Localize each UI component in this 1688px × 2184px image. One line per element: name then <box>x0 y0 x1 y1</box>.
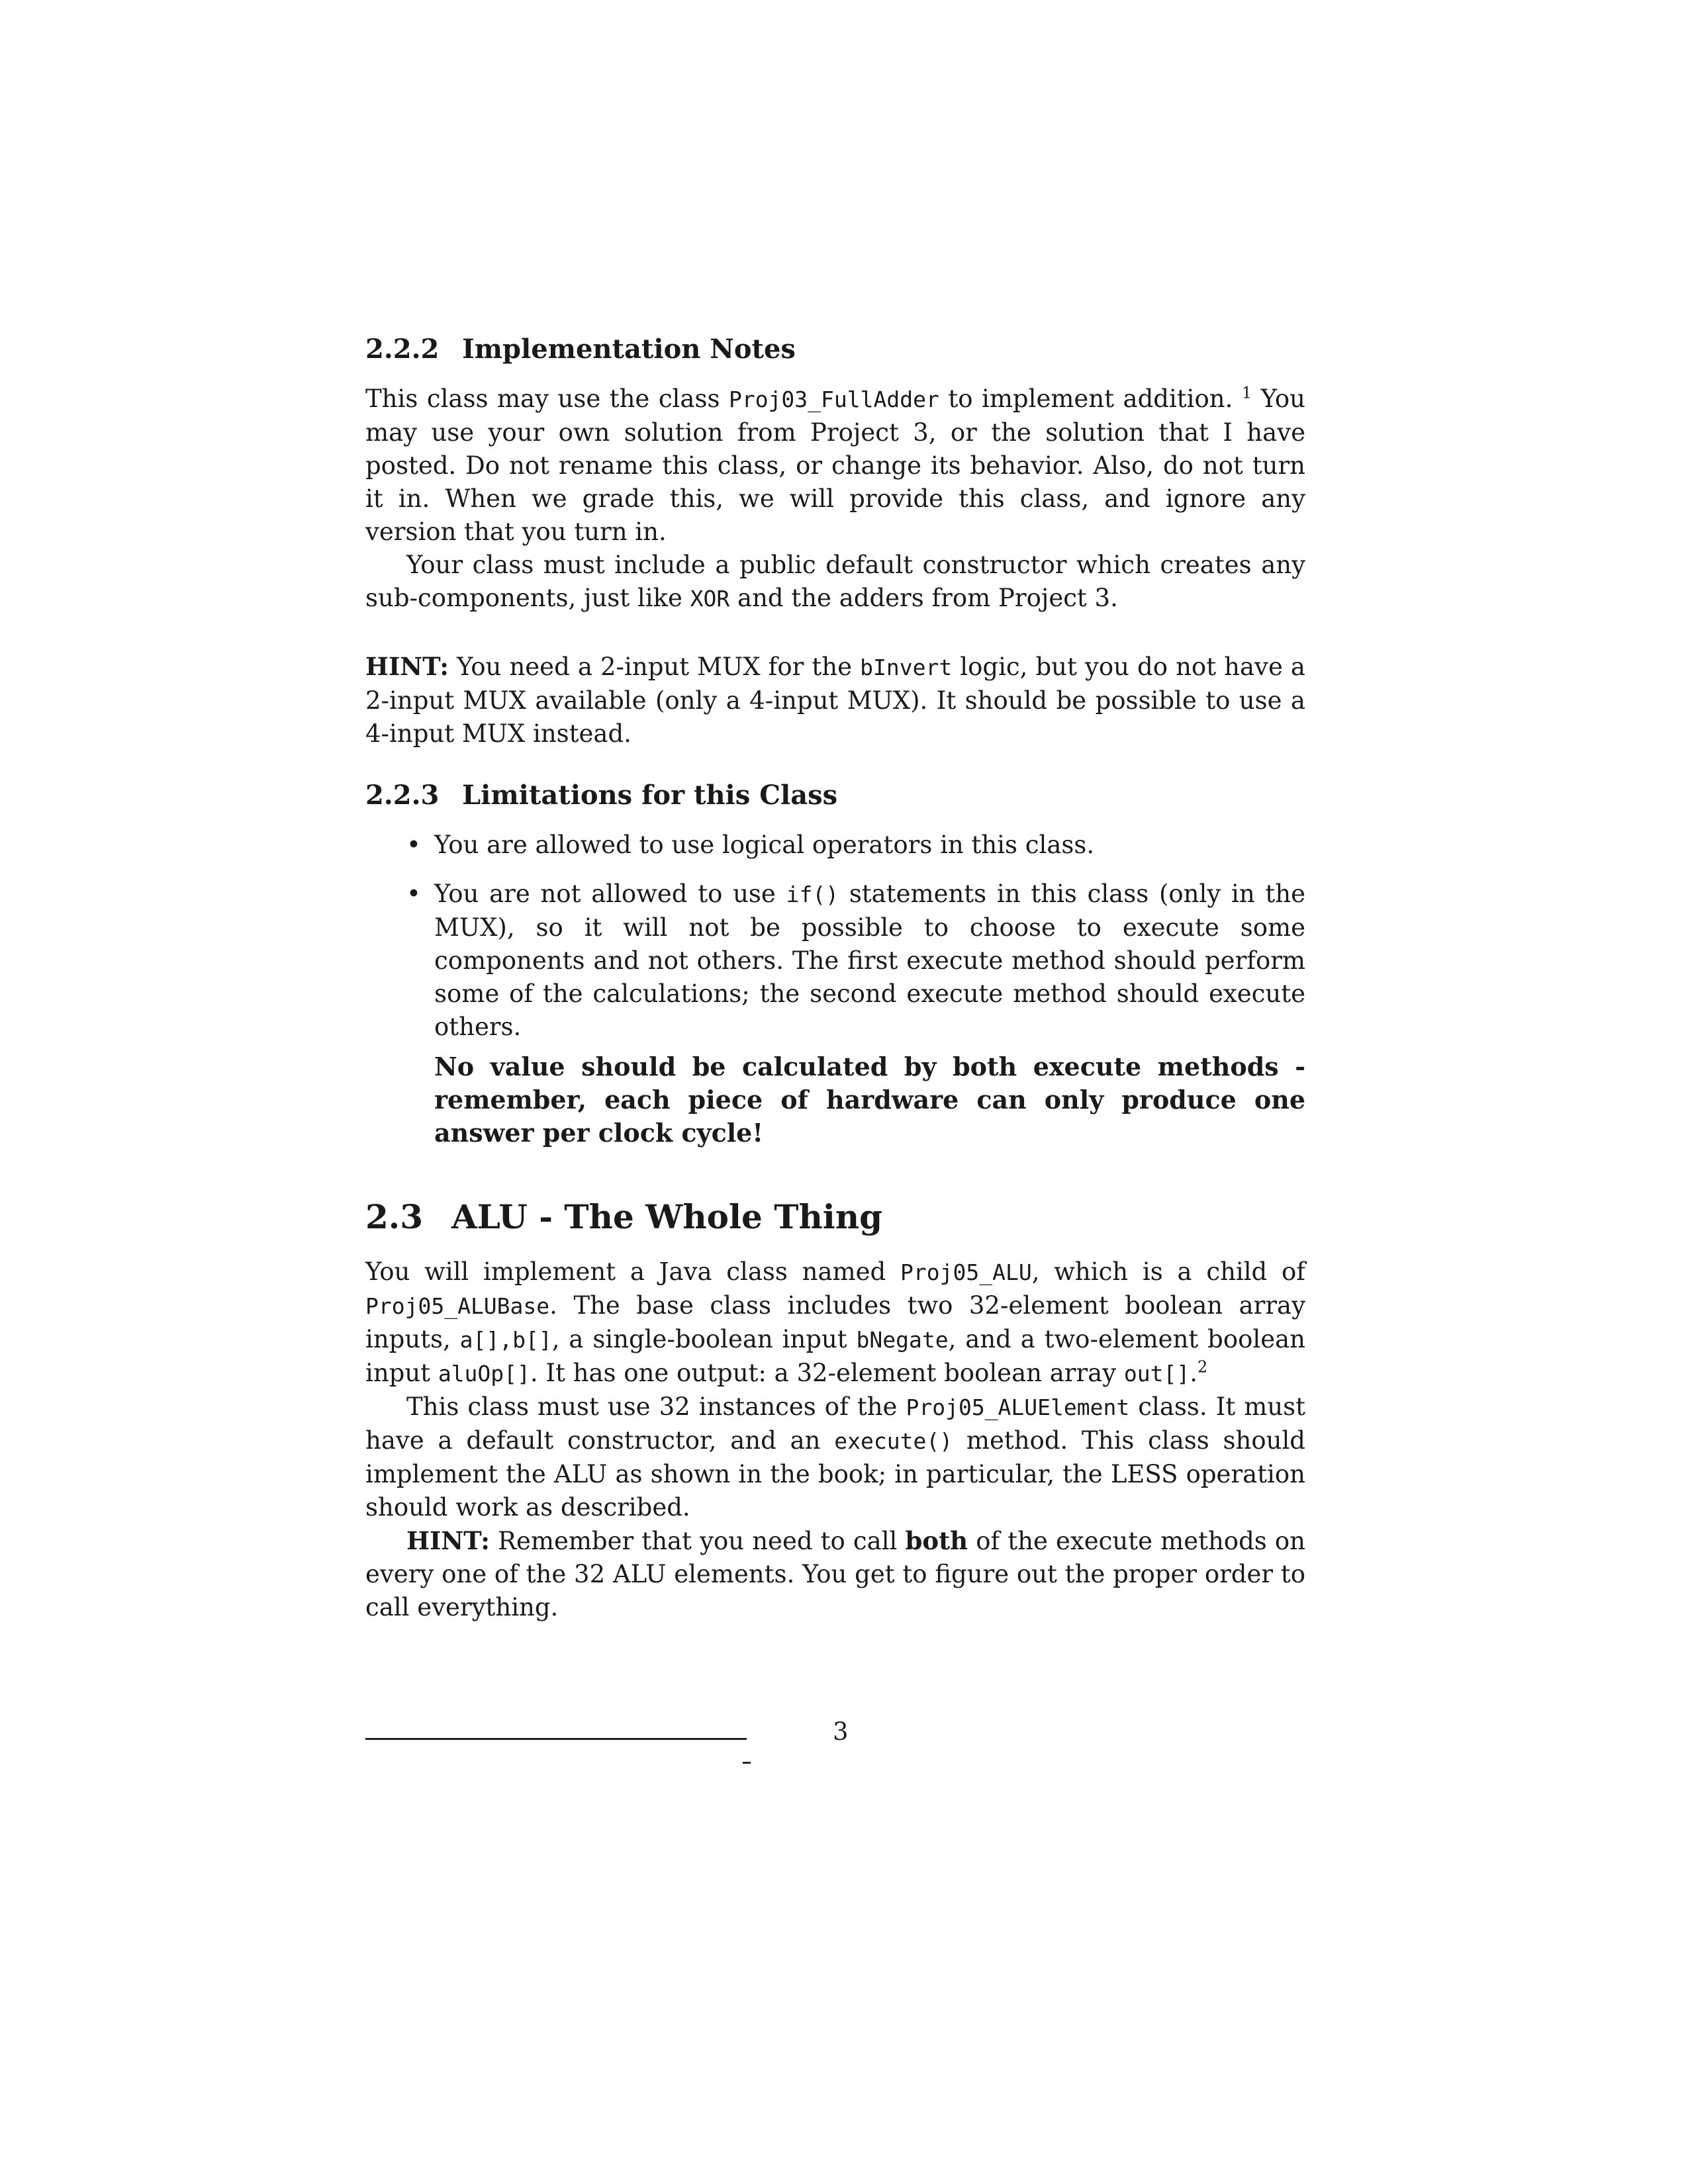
heading-number: 2.3 <box>365 1197 423 1236</box>
text: , and a two-element boolean input <box>365 1325 1305 1387</box>
list-item <box>365 829 1305 862</box>
code-a-b: a[],b[] <box>459 1327 552 1353</box>
text: This class must use 32 instances of the <box>406 1392 906 1421</box>
code-proj05-alubase: Proj05_ALUBase <box>365 1293 550 1319</box>
heading-number: 2.2.3 <box>365 780 440 811</box>
text: , which is a child of <box>1031 1257 1305 1286</box>
text: to implement addition. <box>939 385 1242 413</box>
code-execute: execute() <box>834 1428 953 1454</box>
paragraph-hint-mux <box>365 650 1305 751</box>
text: You will implement a Java class named <box>365 1257 901 1286</box>
text: and the adders from Project 3. <box>729 584 1118 612</box>
paragraph-alu-elements <box>365 1390 1305 1524</box>
code-xor: XOR <box>690 586 730 612</box>
paragraph-full-adder <box>365 383 1305 549</box>
code-proj05-alu: Proj05_ALU <box>900 1259 1032 1285</box>
text: Your class must include a public default constructor which creates any sub-components, just like <box>365 551 1305 612</box>
document-page <box>365 331 1305 1624</box>
text: of the execute methods on every one of the 32 ALU elements. You get to figure out the proper order to call everything. <box>365 1527 1305 1621</box>
code-if: if() <box>786 882 839 907</box>
text: , a single-boolean input <box>551 1325 857 1353</box>
text: This class may use the class <box>365 385 729 413</box>
text: class. It must have a default constructor, and an <box>365 1392 1306 1455</box>
text: Remember that you need to call <box>489 1527 906 1555</box>
page-number: 3 <box>833 1717 849 1746</box>
hint-label: HINT: <box>406 1526 490 1555</box>
code-proj03-fulladder: Proj03_FullAdder <box>728 387 939 412</box>
footnote-rule <box>365 1738 747 1740</box>
footnote-ref-2: 2 <box>1197 1357 1208 1377</box>
heading-number: 2.2.2 <box>365 334 440 365</box>
text: You need a 2-input MUX for the <box>448 653 861 681</box>
bullet-icon: • <box>406 880 421 908</box>
heading-title: ALU - The Whole Thing <box>451 1197 883 1236</box>
paragraph-constructor <box>365 549 1305 615</box>
heading-limitations <box>365 777 1305 814</box>
footnote-mark <box>743 1762 751 1764</box>
footnote-ref-1: 1 <box>1241 383 1252 402</box>
bold-both: both <box>905 1526 968 1555</box>
text: logic, but you do not have a 2-input MUX available (only a 4-input MUX). It should be possible to use a 4-input MUX instead. <box>365 653 1305 748</box>
bullet-icon: • <box>406 831 421 859</box>
warning-bold-text: No value should be calculated by both execute methods - remember, each piece of hardware can only produce one answer per clock cycle! <box>434 1052 1305 1148</box>
paragraph-alu-class <box>365 1255 1305 1390</box>
code-out: out[] <box>1123 1361 1190 1387</box>
text: . It has one output: a 32-element boolean array <box>530 1359 1124 1387</box>
text: statements in this class (only in the MUX), so it will not be possible to choose to execute some components and not others. The first execute method should perform some of the calculations; the second execute method should execute others. <box>434 880 1305 1041</box>
code-binvert: bInvert <box>860 655 953 680</box>
code-proj05-aluelement: Proj05_ALUElement <box>906 1394 1130 1420</box>
text: . <box>1190 1359 1197 1387</box>
list-item <box>365 878 1305 1150</box>
heading-alu-whole-thing <box>365 1196 1305 1238</box>
limitations-list <box>365 829 1305 1150</box>
code-aluop: aluOp[] <box>438 1361 530 1387</box>
paragraph-hint-execute <box>365 1524 1305 1624</box>
heading-implementation-notes <box>365 331 1305 368</box>
heading-title: Limitations for this Class <box>462 780 838 811</box>
text: method. This class should implement the ALU as shown in the book; in particular, the LESS operation should work as described. <box>365 1426 1305 1522</box>
text: You are not allowed to use <box>434 880 786 908</box>
hint-label: HINT: <box>365 652 449 681</box>
text: . The base class includes two 32-element boolean array inputs, <box>365 1291 1305 1353</box>
bullet-text: You are allowed to use logical operators in this class. <box>434 831 1095 859</box>
bullet-text <box>434 878 1305 1044</box>
heading-title: Implementation Notes <box>462 334 796 365</box>
code-bnegate: bNegate <box>856 1327 949 1353</box>
text: You may use your own solution from Project 3, or the solution that I have posted. Do not rename this class, or change its behavior. Also, do not turn it in. When we grade this, we will provide this class, and ignore any version that you turn in. <box>365 385 1305 546</box>
